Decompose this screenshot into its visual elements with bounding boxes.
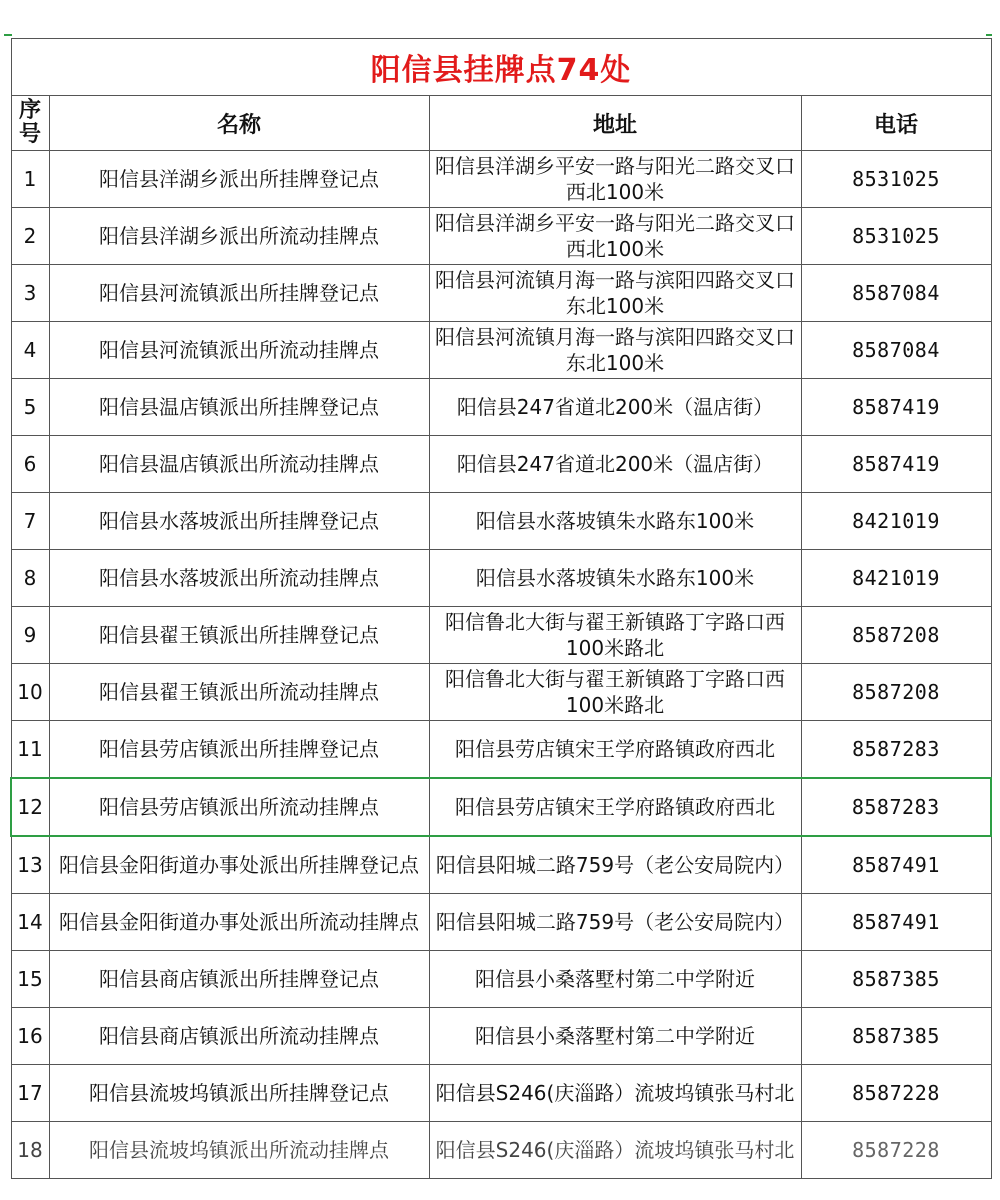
table-row[interactable]: [11, 208, 991, 265]
cell-address[interactable]: 阳信县阳城二路759号（老公安局院内）: [429, 894, 801, 951]
cell-phone[interactable]: 8587419: [801, 379, 991, 436]
cell-name[interactable]: 阳信县商店镇派出所挂牌登记点: [49, 951, 429, 1008]
table-title[interactable]: 阳信县挂牌点74处: [11, 39, 991, 96]
cell-phone[interactable]: 8587385: [801, 1008, 991, 1065]
cell-address[interactable]: 阳信县247省道北200米（温店街）: [429, 436, 801, 493]
cell-name[interactable]: 阳信县商店镇派出所流动挂牌点: [49, 1008, 429, 1065]
cell-address[interactable]: 阳信县S246(庆淄路）流坡坞镇张马村北: [429, 1122, 801, 1179]
cell-phone[interactable]: 8587491: [801, 894, 991, 951]
header-phone[interactable]: 电话: [801, 96, 991, 151]
table-row[interactable]: [11, 1065, 991, 1122]
spreadsheet: [10, 38, 990, 1172]
cell-phone[interactable]: 8587228: [801, 1122, 991, 1179]
table-row[interactable]: [11, 265, 991, 322]
cell-name[interactable]: 阳信县温店镇派出所流动挂牌点: [49, 436, 429, 493]
cell-name[interactable]: 阳信县水落坡派出所流动挂牌点: [49, 550, 429, 607]
cell-name[interactable]: 阳信县劳店镇派出所挂牌登记点: [49, 721, 429, 779]
cell-address[interactable]: 阳信县小桑落墅村第二中学附近: [429, 1008, 801, 1065]
header-address[interactable]: 地址: [429, 96, 801, 151]
cell-phone[interactable]: 8587084: [801, 322, 991, 379]
cell-seq[interactable]: 8: [11, 550, 49, 607]
cell-seq[interactable]: 7: [11, 493, 49, 550]
cell-name[interactable]: 阳信县水落坡派出所挂牌登记点: [49, 493, 429, 550]
table-row[interactable]: [11, 151, 991, 208]
table-row[interactable]: [11, 1008, 991, 1065]
header-row: [11, 96, 991, 151]
table-row[interactable]: [11, 951, 991, 1008]
cell-seq[interactable]: 17: [11, 1065, 49, 1122]
cell-address[interactable]: 阳信鲁北大街与翟王新镇路丁字路口西100米路北: [429, 607, 801, 664]
cell-seq[interactable]: 16: [11, 1008, 49, 1065]
table-row[interactable]: [11, 550, 991, 607]
cell-phone[interactable]: 8587208: [801, 607, 991, 664]
cell-phone[interactable]: 8587208: [801, 664, 991, 721]
cell-address[interactable]: 阳信县水落坡镇朱水路东100米: [429, 493, 801, 550]
cell-name[interactable]: 阳信县洋湖乡派出所流动挂牌点: [49, 208, 429, 265]
cell-name[interactable]: 阳信县劳店镇派出所流动挂牌点: [49, 778, 429, 836]
cell-name[interactable]: 阳信县金阳街道办事处派出所挂牌登记点: [49, 836, 429, 894]
cell-name[interactable]: 阳信县翟王镇派出所流动挂牌点: [49, 664, 429, 721]
cell-seq[interactable]: 11: [11, 721, 49, 779]
table-row[interactable]: [11, 1122, 991, 1179]
cell-name[interactable]: 阳信县翟王镇派出所挂牌登记点: [49, 607, 429, 664]
cell-address[interactable]: 阳信县小桑落墅村第二中学附近: [429, 951, 801, 1008]
registration-points-table: [10, 38, 992, 1179]
cell-phone[interactable]: 8587228: [801, 1065, 991, 1122]
cell-name[interactable]: 阳信县温店镇派出所挂牌登记点: [49, 379, 429, 436]
table-row[interactable]: [11, 836, 991, 894]
cell-phone[interactable]: 8531025: [801, 208, 991, 265]
cell-name[interactable]: 阳信县河流镇派出所流动挂牌点: [49, 322, 429, 379]
cell-seq[interactable]: 12: [11, 778, 49, 836]
table-row[interactable]: [11, 721, 991, 779]
cell-seq[interactable]: 9: [11, 607, 49, 664]
header-seq[interactable]: 序号: [11, 96, 49, 151]
cell-phone[interactable]: 8587084: [801, 265, 991, 322]
cell-address[interactable]: 阳信县河流镇月海一路与滨阳四路交叉口东北100米: [429, 265, 801, 322]
cell-name[interactable]: 阳信县流坡坞镇派出所流动挂牌点: [49, 1122, 429, 1179]
table-row[interactable]: [11, 778, 991, 836]
cell-seq[interactable]: 4: [11, 322, 49, 379]
cell-seq[interactable]: 14: [11, 894, 49, 951]
cell-address[interactable]: 阳信县阳城二路759号（老公安局院内）: [429, 836, 801, 894]
cell-address[interactable]: 阳信县水落坡镇朱水路东100米: [429, 550, 801, 607]
cell-seq[interactable]: 2: [11, 208, 49, 265]
cell-address[interactable]: 阳信鲁北大街与翟王新镇路丁字路口西100米路北: [429, 664, 801, 721]
cell-phone[interactable]: 8587419: [801, 436, 991, 493]
cell-seq[interactable]: 15: [11, 951, 49, 1008]
cell-address[interactable]: 阳信县河流镇月海一路与滨阳四路交叉口东北100米: [429, 322, 801, 379]
cell-phone[interactable]: 8587283: [801, 778, 991, 836]
cell-address[interactable]: 阳信县劳店镇宋王学府路镇政府西北: [429, 778, 801, 836]
table-row[interactable]: [11, 607, 991, 664]
cell-phone[interactable]: 8421019: [801, 493, 991, 550]
cell-seq[interactable]: 10: [11, 664, 49, 721]
cell-address[interactable]: 阳信县洋湖乡平安一路与阳光二路交叉口西北100米: [429, 151, 801, 208]
cell-seq[interactable]: 6: [11, 436, 49, 493]
cell-seq[interactable]: 5: [11, 379, 49, 436]
cell-address[interactable]: 阳信县洋湖乡平安一路与阳光二路交叉口西北100米: [429, 208, 801, 265]
cell-name[interactable]: 阳信县河流镇派出所挂牌登记点: [49, 265, 429, 322]
title-row: [11, 39, 991, 96]
table-row[interactable]: [11, 664, 991, 721]
cell-phone[interactable]: 8531025: [801, 151, 991, 208]
header-name[interactable]: 名称: [49, 96, 429, 151]
cell-phone[interactable]: 8421019: [801, 550, 991, 607]
cell-phone[interactable]: 8587385: [801, 951, 991, 1008]
cell-address[interactable]: 阳信县247省道北200米（温店街）: [429, 379, 801, 436]
cell-name[interactable]: 阳信县流坡坞镇派出所挂牌登记点: [49, 1065, 429, 1122]
table-row[interactable]: [11, 894, 991, 951]
cell-address[interactable]: 阳信县S246(庆淄路）流坡坞镇张马村北: [429, 1065, 801, 1122]
cell-phone[interactable]: 8587283: [801, 721, 991, 779]
cell-name[interactable]: 阳信县金阳街道办事处派出所流动挂牌点: [49, 894, 429, 951]
table-row[interactable]: [11, 379, 991, 436]
table-row[interactable]: [11, 493, 991, 550]
cell-phone[interactable]: 8587491: [801, 836, 991, 894]
cell-address[interactable]: 阳信县劳店镇宋王学府路镇政府西北: [429, 721, 801, 779]
table-row[interactable]: [11, 436, 991, 493]
cell-seq[interactable]: 13: [11, 836, 49, 894]
cell-seq[interactable]: 18: [11, 1122, 49, 1179]
cell-name[interactable]: 阳信县洋湖乡派出所挂牌登记点: [49, 151, 429, 208]
cell-seq[interactable]: 1: [11, 151, 49, 208]
cell-seq[interactable]: 3: [11, 265, 49, 322]
table-row[interactable]: [11, 322, 991, 379]
